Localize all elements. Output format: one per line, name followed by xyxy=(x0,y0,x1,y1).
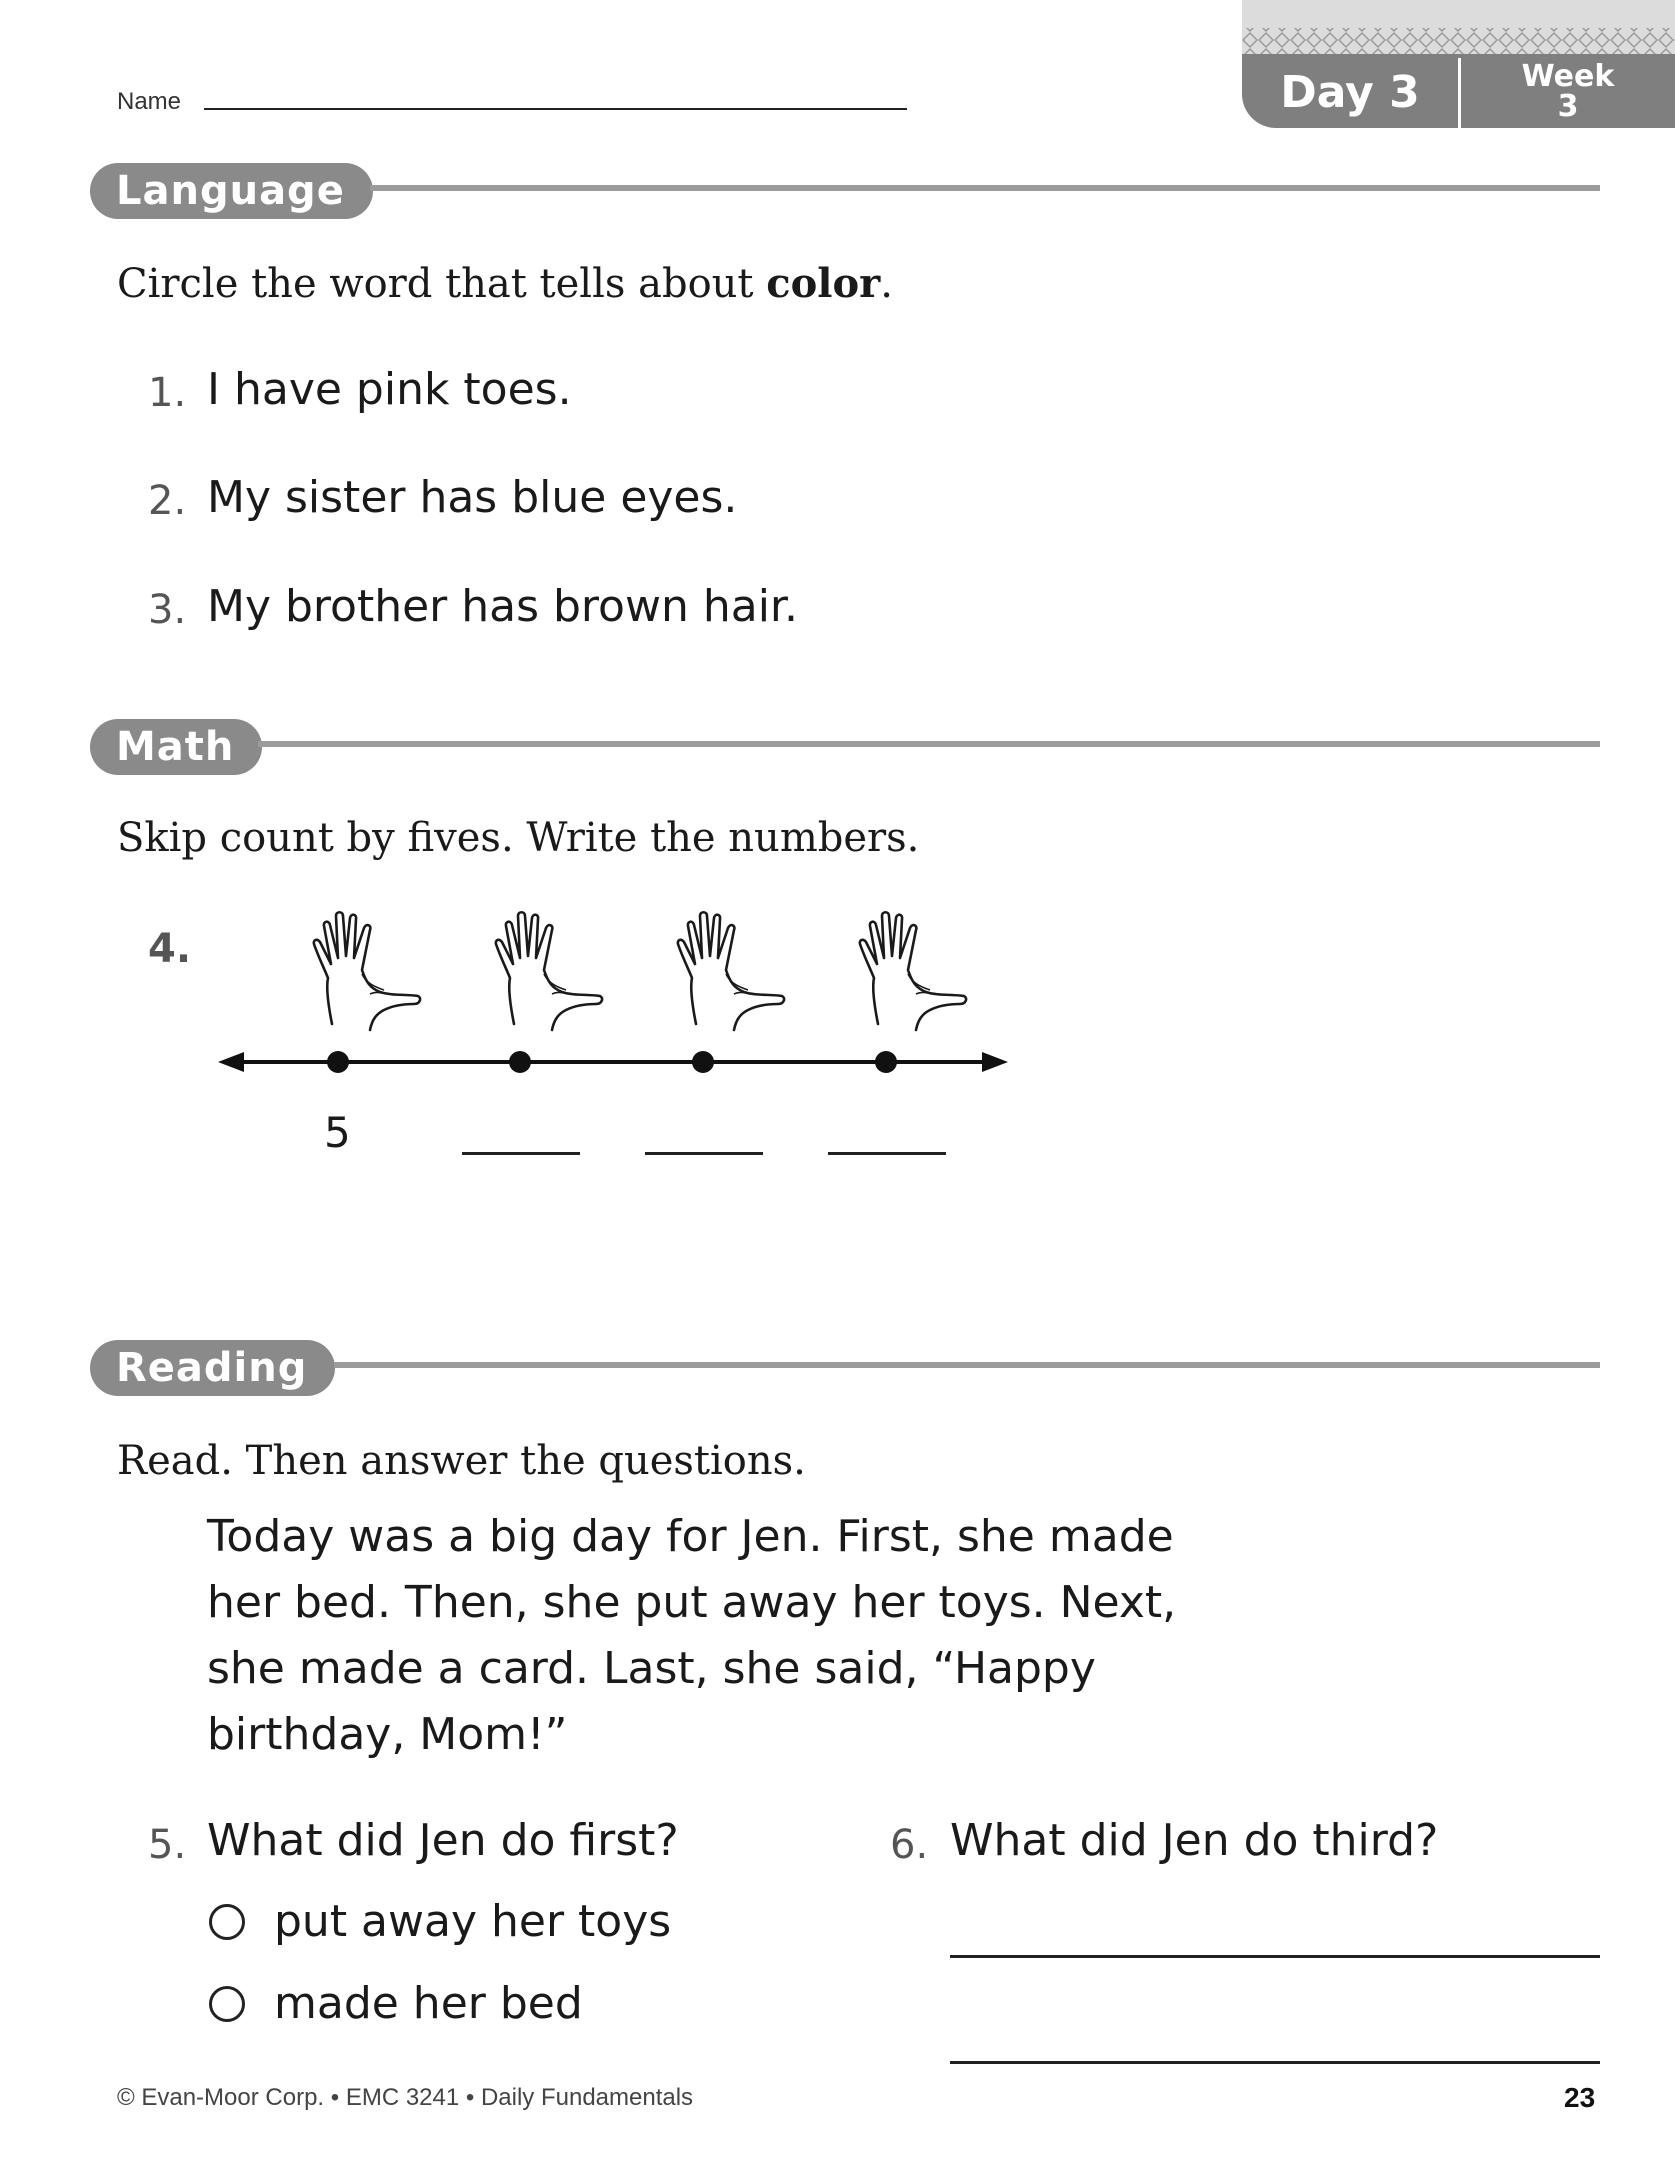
item-number: 4. xyxy=(148,926,192,972)
reading-instruction: Read. Then answer the questions. xyxy=(117,1438,806,1484)
instruction-period: . xyxy=(880,261,893,307)
day-week-tab xyxy=(1242,0,1675,128)
section-header-math: Math xyxy=(90,719,262,775)
week-word: Week xyxy=(1521,59,1615,94)
number-line-figure xyxy=(210,900,1030,1090)
week-label xyxy=(1461,58,1675,122)
section-header-language: Language xyxy=(90,163,373,219)
name-label: Name xyxy=(117,88,182,115)
question-6-text: What did Jen do third? xyxy=(950,1815,1439,1866)
instruction-text: Circle the word that tells about xyxy=(117,261,767,307)
item-number: 3. xyxy=(148,587,187,633)
left-arrow-icon xyxy=(218,1052,244,1072)
hand-icon xyxy=(496,912,602,1030)
reading-passage xyxy=(207,1504,1207,1768)
week-number: 3 xyxy=(1557,89,1579,124)
option-radio-circle[interactable] xyxy=(209,1986,245,2022)
item-number: 6. xyxy=(890,1822,929,1868)
passage-line: birthday, Mom!” xyxy=(207,1709,568,1760)
tick-dot xyxy=(509,1051,531,1073)
tick-dot xyxy=(875,1051,897,1073)
option-label: put away her toys xyxy=(274,1896,672,1947)
answer-line-2[interactable] xyxy=(950,2061,1600,2064)
diamond-pattern-icon xyxy=(1242,0,1675,54)
passage-line: Today was a big day for Jen. First, she made xyxy=(207,1511,1174,1562)
item-number: 5. xyxy=(148,1822,187,1868)
tab-pattern xyxy=(1242,0,1675,54)
page-number: 23 xyxy=(1564,2082,1596,2113)
passage-line: her bed. Then, she put away her toys. Next, xyxy=(207,1577,1177,1628)
option-label: made her bed xyxy=(274,1978,583,2029)
section-header-reading: Reading xyxy=(90,1340,335,1396)
hand-icon xyxy=(860,912,966,1030)
answer-blank-4[interactable] xyxy=(828,1152,946,1155)
hand-icon xyxy=(314,912,420,1030)
tick-dot xyxy=(327,1051,349,1073)
language-sentence-3[interactable]: My brother has brown hair. xyxy=(207,581,798,632)
answer-blank-3[interactable] xyxy=(645,1152,763,1155)
question-5-text: What did Jen do first? xyxy=(207,1815,679,1866)
section-rule-reading xyxy=(334,1362,1600,1368)
item-number: 2. xyxy=(148,478,187,524)
answer-blank-2[interactable] xyxy=(462,1152,580,1155)
language-sentence-2[interactable]: My sister has blue eyes. xyxy=(207,472,738,523)
language-instruction xyxy=(117,260,893,307)
answer-line-1[interactable] xyxy=(950,1955,1600,1958)
section-rule-language xyxy=(370,185,1600,191)
tick-dot xyxy=(692,1051,714,1073)
language-sentence-1[interactable]: I have pink toes. xyxy=(207,364,572,415)
footer-copyright: © Evan-Moor Corp. • EMC 3241 • Daily Fundamentals xyxy=(117,2084,694,2111)
instruction-bold-word: color xyxy=(766,260,881,307)
first-value-label: 5 xyxy=(324,1108,351,1157)
math-instruction: Skip count by fives. Write the numbers. xyxy=(117,815,920,861)
option-radio-circle[interactable] xyxy=(209,1904,245,1940)
item-number: 1. xyxy=(148,370,187,416)
section-rule-math xyxy=(258,741,1600,747)
right-arrow-icon xyxy=(982,1052,1008,1072)
day-label: Day 3 xyxy=(1280,67,1420,118)
hand-icon xyxy=(678,912,784,1030)
passage-line: she made a card. Last, she said, “Happy xyxy=(207,1643,1096,1694)
name-input-line[interactable] xyxy=(204,108,907,110)
